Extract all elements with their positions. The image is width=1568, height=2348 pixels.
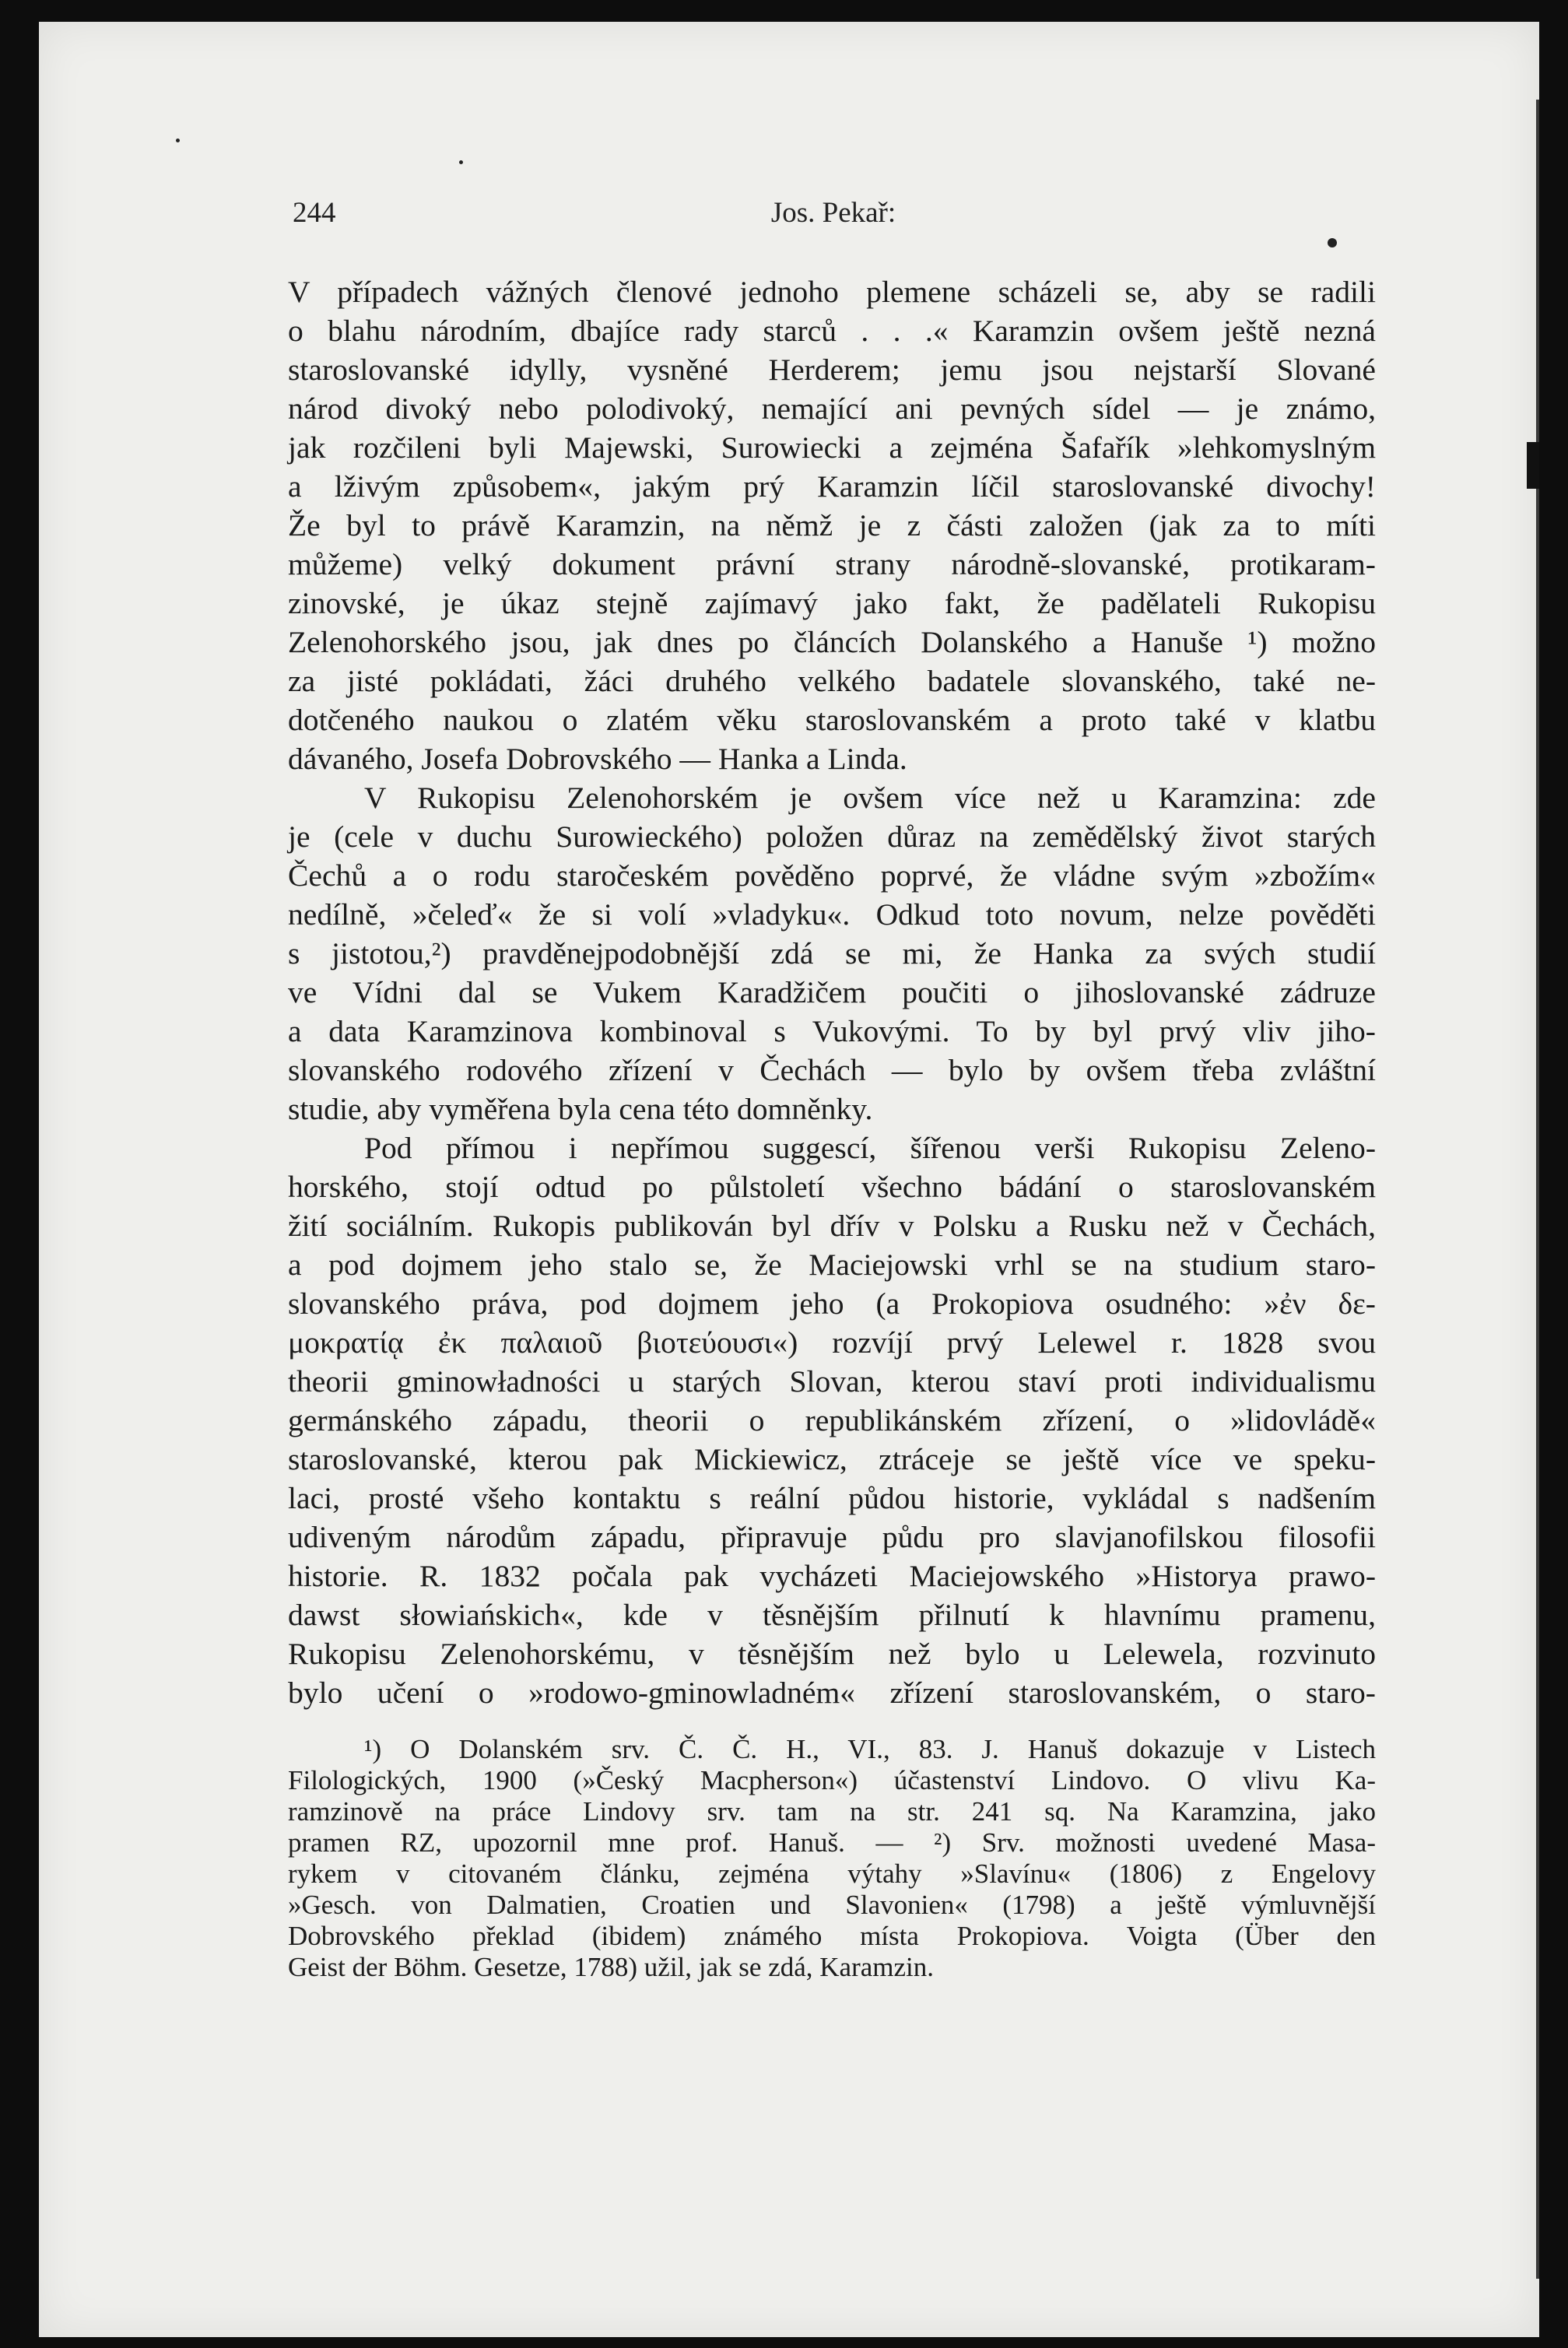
- footnote-line: Filologických, 1900 (»Český Macpherson«) účastenství Lindovo. O vlivu Ka-: [288, 1765, 1376, 1795]
- text-line: můžeme) velký dokument právní strany národně-slovanské, protikaram-: [288, 547, 1376, 581]
- body-text: [288, 272, 1376, 1712]
- page-header: [293, 196, 1374, 243]
- text-line: zinovské, je úkaz stejně zajímavý jako fakt, že padělateli Rukopisu: [288, 586, 1376, 620]
- text-line: Pod přímou i nepřímou suggescí, šířenou verši Rukopisu Zeleno-: [364, 1131, 1376, 1165]
- text-line: studie, aby vyměřena byla cena této domněnky.: [288, 1092, 873, 1126]
- text-line: a lživým způsobem«, jakým prý Karamzin líčil staroslovanské divochy!: [288, 469, 1376, 504]
- text-line: dávaného, Josefa Dobrovského — Hanka a Linda.: [288, 742, 907, 776]
- footnote-line: ¹) O Dolanském srv. Č. Č. H., VI., 83. J. Hanuš dokazuje v Listech: [364, 1734, 1376, 1764]
- text-line: Že byl to právě Karamzin, na němž je z části založen (jak za to míti: [288, 508, 1376, 542]
- text-line: s jistotou,²) pravděnejpodobnější zdá se mi, že Hanka za svých studií: [288, 936, 1376, 970]
- footnotes: [288, 1734, 1376, 1983]
- text-line: staroslovanské, kterou pak Mickiewicz, ztráceje se ještě více ve speku-: [288, 1442, 1376, 1476]
- print-speck: [459, 160, 463, 164]
- footnote-line: Dobrovského překlad (ibidem) známého místa Prokopiova. Voigta (Über den: [288, 1921, 1376, 1951]
- text-line: bylo učení o »rodowo-gminowladném« zřízení staroslovanském, o staro-: [288, 1676, 1376, 1710]
- text-line: o blahu národním, dbajíce rady starců . . .« Karamzin ovšem ještě nezná: [288, 314, 1376, 348]
- text-line: horského, stojí odtud po půlstoletí všechno bádání o staroslovanském: [288, 1170, 1376, 1204]
- text-line: a data Karamzinova kombinoval s Vukovými. To by byl prvý vliv jiho-: [288, 1014, 1376, 1048]
- running-head: Jos. Pekař:: [770, 197, 896, 229]
- text-line: dotčeného naukou o zlatém věku staroslovanském a proto také v klatbu: [288, 703, 1376, 737]
- footnote-line: rykem v citovaném článku, zejména výtahy »Slavínu« (1806) z Engelovy: [288, 1858, 1376, 1889]
- text-line: V Rukopisu Zelenohorském je ovšem více než u Karamzina: zde: [364, 781, 1376, 815]
- text-line: dawst słowiańskich«, kde v těsnějším přilnutí k hlavnímu pramenu,: [288, 1598, 1376, 1632]
- text-line: Rukopisu Zelenohorskému, v těsnějším než bylo u Lelewela, rozvinuto: [288, 1637, 1376, 1671]
- footnote-line: pramen RZ, upozornil mne prof. Hanuš. — ²) Srv. možnosti uvedené Masa-: [288, 1827, 1376, 1858]
- text-line: Čechů a o rodu staročeském pověděno poprvé, že vládne svým »zbožím«: [288, 858, 1376, 893]
- binding-edge-mark: [1527, 442, 1539, 489]
- text-line: slovanského rodového zřízení v Čechách — bylo by ovšem třeba zvláštní: [288, 1053, 1376, 1087]
- text-line: a pod dojmem jeho stalo se, že Maciejowski vrhl se na studium staro-: [288, 1248, 1376, 1282]
- text-line: jak rozčileni byli Majewski, Surowiecki a zejména Šafařík »lehkomyslným: [288, 430, 1376, 465]
- text-line: národ divoký nebo polodivoký, nemající ani pevných sídel — je známo,: [288, 391, 1376, 426]
- text-line: Zelenohorského jsou, jak dnes po článcích Dolanského a Hanuše ¹) možno: [288, 625, 1376, 659]
- page-number: 244: [293, 197, 336, 229]
- text-line: je (cele v duchu Surowieckého) položen důraz na zemědělský život starých: [288, 820, 1376, 854]
- text-line: germánského západu, theorii o republikánském zřízení, o »lidovládě«: [288, 1403, 1376, 1437]
- text-line: nedílně, »čeleď« že si volí »vladyku«. Odkud toto novum, nelze pověděti: [288, 897, 1376, 932]
- text-line: ve Vídni dal se Vukem Karadžičem poučiti o jihoslovanské zádruze: [288, 975, 1376, 1009]
- text-line: za jisté pokládati, žáci druhého velkého badatele slovanského, také ne-: [288, 664, 1376, 698]
- binding-edge-mark: [1536, 100, 1539, 2279]
- text-line: V případech vážných členové jednoho plemene scházeli se, aby se radili: [288, 275, 1376, 309]
- text-line: udiveným národům západu, připravuje půdu pro slavjanofilskou filosofii: [288, 1520, 1376, 1554]
- text-line: theorii gminowładności u starých Slovan, kterou staví proti individualismu: [288, 1364, 1376, 1399]
- text-line: historie. R. 1832 počala pak vycházeti Maciejowského »Historya prawo-: [288, 1559, 1376, 1593]
- text-line: žití sociálním. Rukopis publikován byl dřív v Polsku a Rusku než v Čechách,: [288, 1209, 1376, 1243]
- text-line: laci, prosté všeho kontaktu s reální půdou historie, vykládal s nadšením: [288, 1481, 1376, 1515]
- footnote-line: ramzinově na práce Lindovy srv. tam na str. 241 sq. Na Karamzina, jako: [288, 1796, 1376, 1827]
- text-line: μοκρατίᾳ ἐκ παλαιοῦ βιοτεύουσι«) rozvíjí prvý Lelewel r. 1828 svou: [288, 1325, 1376, 1360]
- footnote-line: Geist der Böhm. Gesetze, 1788) užil, jak se zdá, Karamzin.: [288, 1952, 935, 1982]
- footnote-line: »Gesch. von Dalmatien, Croatien und Slavonien« (1798) a ještě výmluvnější: [288, 1890, 1376, 1920]
- print-speck: [176, 139, 180, 142]
- text-line: slovanského práva, pod dojmem jeho (a Prokopiova osudného: »ἐν δε-: [288, 1286, 1376, 1321]
- text-line: staroslovanské idylly, vysněné Herderem; jemu jsou nejstarší Slované: [288, 353, 1376, 387]
